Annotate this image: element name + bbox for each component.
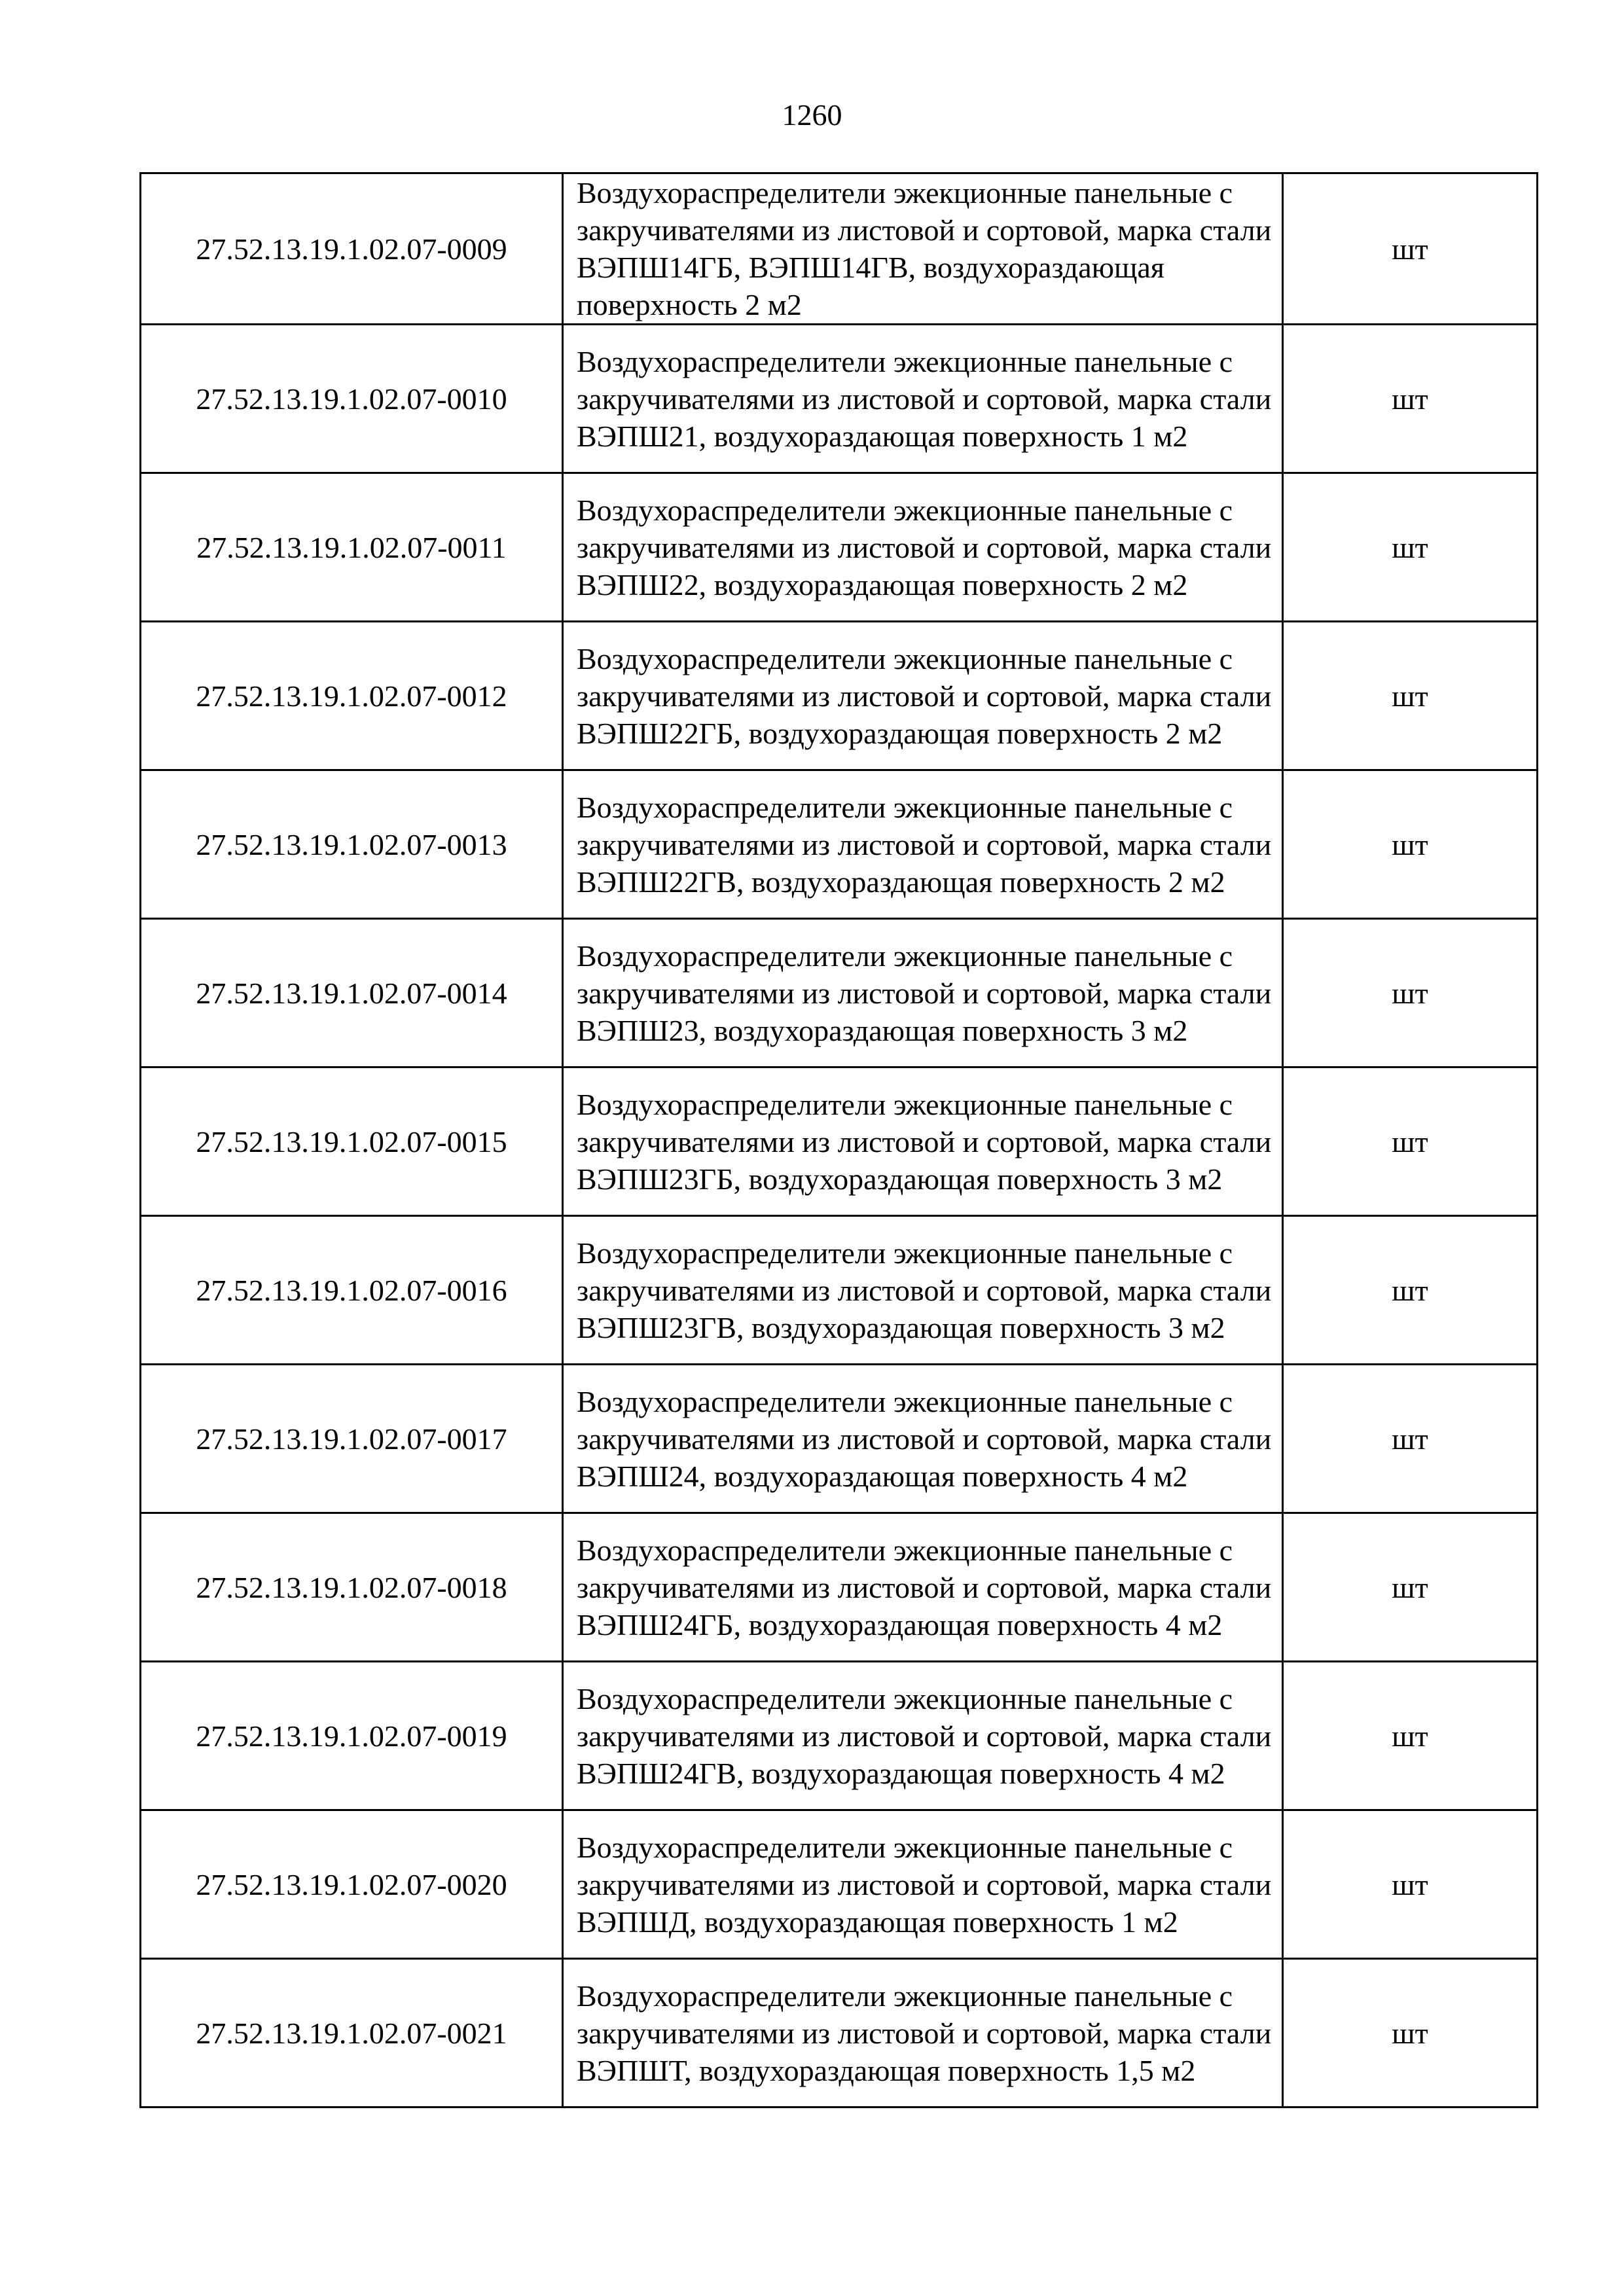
- resource-description: Воздухораспределители эжекционные панельные с закручивателями из листовой и сортовой, марка стали ВЭПШ21, воздухораздающая поверхность 1 м2: [563, 325, 1283, 473]
- unit-of-measure: шт: [1283, 1216, 1538, 1365]
- resource-code: 27.52.13.19.1.02.07-0018: [141, 1513, 563, 1662]
- resource-code: 27.52.13.19.1.02.07-0019: [141, 1662, 563, 1810]
- resource-code: 27.52.13.19.1.02.07-0010: [141, 325, 563, 473]
- table-row: [141, 1959, 1538, 2108]
- unit-of-measure: шт: [1283, 173, 1538, 325]
- unit-of-measure: шт: [1283, 1959, 1538, 2108]
- resource-code: 27.52.13.19.1.02.07-0021: [141, 1959, 563, 2108]
- resource-description: Воздухораспределители эжекционные панельные с закручивателями из листовой и сортовой, марка стали ВЭПШ23ГБ, воздухораздающая поверхность 3 м2: [563, 1067, 1283, 1216]
- unit-of-measure: шт: [1283, 1662, 1538, 1810]
- resource-description: Воздухораспределители эжекционные панельные с закручивателями из листовой и сортовой, марка стали ВЭПШ14ГБ, ВЭПШ14ГВ, воздухораздающая поверхность 2 м2: [563, 173, 1283, 325]
- resource-description: Воздухораспределители эжекционные панельные с закручивателями из листовой и сортовой, марка стали ВЭПШ24, воздухораздающая поверхность 4 м2: [563, 1365, 1283, 1513]
- resource-code: 27.52.13.19.1.02.07-0014: [141, 919, 563, 1067]
- unit-of-measure: шт: [1283, 1513, 1538, 1662]
- resource-description: Воздухораспределители эжекционные панельные с закручивателями из листовой и сортовой, марка стали ВЭПШ24ГВ, воздухораздающая поверхность 4 м2: [563, 1662, 1283, 1810]
- resource-code: 27.52.13.19.1.02.07-0013: [141, 770, 563, 919]
- resource-code: 27.52.13.19.1.02.07-0016: [141, 1216, 563, 1365]
- table-row: [141, 325, 1538, 473]
- resource-description: Воздухораспределители эжекционные панельные с закручивателями из листовой и сортовой, марка стали ВЭПШ24ГБ, воздухораздающая поверхность 4 м2: [563, 1513, 1283, 1662]
- resource-description: Воздухораспределители эжекционные панельные с закручивателями из листовой и сортовой, марка стали ВЭПШ23ГВ, воздухораздающая поверхность 3 м2: [563, 1216, 1283, 1365]
- unit-of-measure: шт: [1283, 770, 1538, 919]
- resource-code: 27.52.13.19.1.02.07-0011: [141, 473, 563, 622]
- table-row: [141, 622, 1538, 770]
- unit-of-measure: шт: [1283, 1067, 1538, 1216]
- unit-of-measure: шт: [1283, 622, 1538, 770]
- resource-description: Воздухораспределители эжекционные панельные с закручивателями из листовой и сортовой, марка стали ВЭПШ22ГВ, воздухораздающая поверхность 2 м2: [563, 770, 1283, 919]
- resource-code: 27.52.13.19.1.02.07-0012: [141, 622, 563, 770]
- table-row: [141, 1365, 1538, 1513]
- resource-description: Воздухораспределители эжекционные панельные с закручивателями из листовой и сортовой, марка стали ВЭПШД, воздухораздающая поверхность 1 м2: [563, 1810, 1283, 1959]
- unit-of-measure: шт: [1283, 919, 1538, 1067]
- resource-code: 27.52.13.19.1.02.07-0009: [141, 173, 563, 325]
- resource-table: [139, 172, 1538, 2108]
- table-row: [141, 1810, 1538, 1959]
- resource-description: Воздухораспределители эжекционные панельные с закручивателями из листовой и сортовой, марка стали ВЭПШ22, воздухораздающая поверхность 2 м2: [563, 473, 1283, 622]
- resource-description: Воздухораспределители эжекционные панельные с закручивателями из листовой и сортовой, марка стали ВЭПШ22ГБ, воздухораздающая поверхность 2 м2: [563, 622, 1283, 770]
- unit-of-measure: шт: [1283, 1810, 1538, 1959]
- table-row: [141, 1662, 1538, 1810]
- page-number: 1260: [782, 98, 842, 132]
- table-row: [141, 473, 1538, 622]
- table-row: [141, 1216, 1538, 1365]
- resource-description: Воздухораспределители эжекционные панельные с закручивателями из листовой и сортовой, марка стали ВЭПШТ, воздухораздающая поверхность 1,5 м2: [563, 1959, 1283, 2108]
- unit-of-measure: шт: [1283, 325, 1538, 473]
- table-row: [141, 1067, 1538, 1216]
- resource-code: 27.52.13.19.1.02.07-0017: [141, 1365, 563, 1513]
- table-row: [141, 1513, 1538, 1662]
- unit-of-measure: шт: [1283, 473, 1538, 622]
- resource-code: 27.52.13.19.1.02.07-0015: [141, 1067, 563, 1216]
- table-row: [141, 173, 1538, 325]
- table-row: [141, 770, 1538, 919]
- unit-of-measure: шт: [1283, 1365, 1538, 1513]
- table-row: [141, 919, 1538, 1067]
- resource-description: Воздухораспределители эжекционные панельные с закручивателями из листовой и сортовой, марка стали ВЭПШ23, воздухораздающая поверхность 3 м2: [563, 919, 1283, 1067]
- resource-code: 27.52.13.19.1.02.07-0020: [141, 1810, 563, 1959]
